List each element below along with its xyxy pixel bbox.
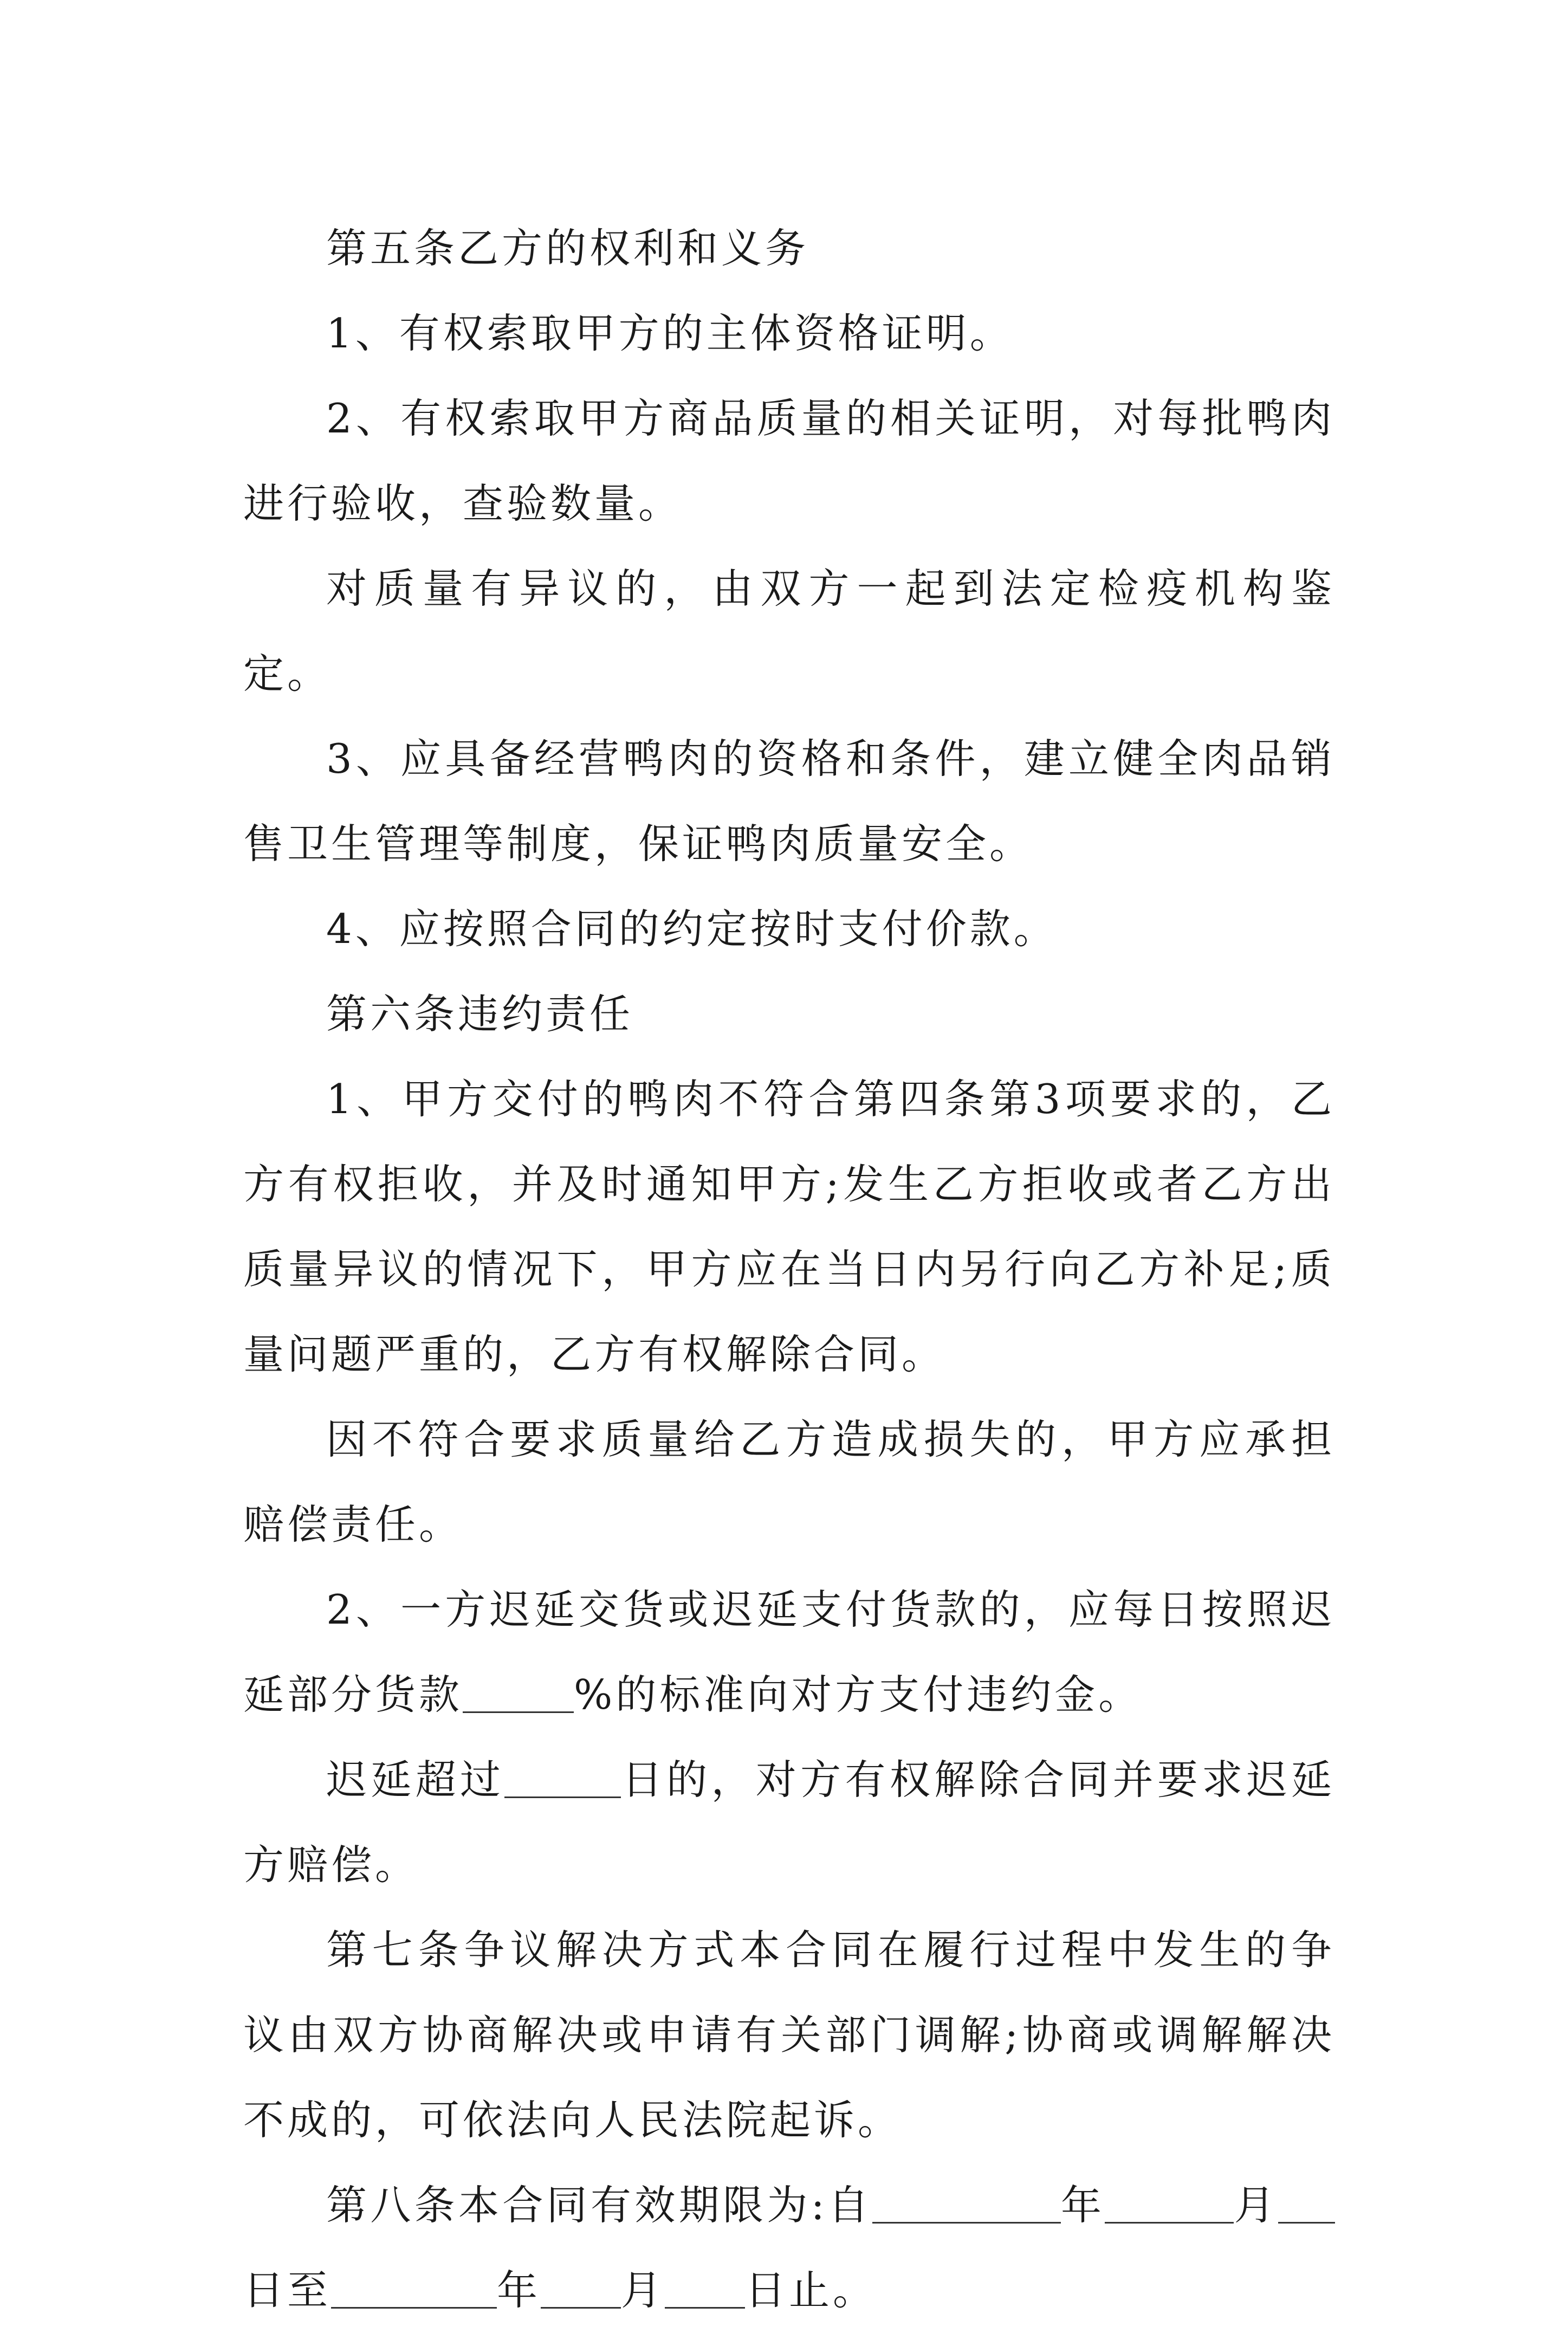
start-year-blank — [872, 2184, 1061, 2224]
start-month-label: 月 — [1234, 2181, 1278, 2229]
start-day-to-label: 日至 — [243, 2266, 332, 2314]
paragraph-late-limit — [243, 1737, 1335, 1908]
paragraph-quality-dispute: 对质量有异议的，由双方一起到法定检疫机构鉴定。 — [243, 565, 1335, 697]
paragraph-right-2: 2、有权索取甲方商品质量的相关证明，对每批鸭肉进行验收，查验数量。 — [243, 395, 1335, 527]
paragraph-right-3: 3、应具备经营鸭肉的资格和条件，建立健全肉品销售卫生管理等制度，保证鸭肉质量安全。 — [243, 735, 1335, 868]
section-seven-dispute: 第七条争议解决方式本合同在履行过程中发生的争议由双方协商解决或申请有关部门调解;协商或调解解决不成的，可依法向人民法院起诉。 — [243, 1926, 1335, 2144]
paragraph-compensation: 因不符合要求质量给乙方造成损失的，甲方应承担赔偿责任。 — [243, 1416, 1335, 1548]
section-five-heading: 第五条乙方的权利和义务 — [326, 224, 809, 272]
end-month-label: 月 — [621, 2266, 665, 2314]
end-year-label: 年 — [497, 2266, 541, 2314]
late-payment-text-after: %的标准向对方支付违约金。 — [574, 1671, 1143, 1718]
start-day-blank — [1278, 2184, 1335, 2224]
late-days-blank — [504, 1759, 621, 1798]
paragraph-breach-1: 1、甲方交付的鸭肉不符合第四条第3项要求的，乙方有权拒收，并及时通知甲方;发生乙方拒收或者乙方出质量异议的情况下，甲方应在当日内另行向乙方补足;质量问题严重的，乙方有权解除合同。 — [243, 1075, 1335, 1378]
end-year-blank — [331, 2269, 497, 2309]
late-payment-text-before: 2、一方迟延交货或迟延支付货款的，应每日按照迟延部分货款 — [243, 1586, 1335, 1718]
late-limit-text-before: 迟延超过 — [326, 1756, 505, 1804]
section-eight-validity — [243, 2163, 1335, 2333]
end-label: 日止。 — [745, 2266, 877, 2314]
paragraph-late-payment — [243, 1567, 1335, 1737]
validity-prefix: 第八条本合同有效期限为:自 — [326, 2181, 872, 2229]
penalty-rate-blank — [463, 1673, 574, 1713]
contract-text — [243, 206, 1335, 2333]
late-limit-text-after: 日的，对方有权解除合同并要求迟延方赔偿。 — [243, 1756, 1335, 1889]
end-day-blank — [665, 2269, 745, 2309]
paragraph-right-4: 4、应按照合同的约定按时支付价款。 — [326, 905, 1058, 953]
section-six-heading: 第六条违约责任 — [326, 990, 634, 1038]
end-month-blank — [541, 2269, 621, 2309]
start-year-label: 年 — [1060, 2181, 1105, 2229]
paragraph-right-1: 1、有权索取甲方的主体资格证明。 — [326, 309, 1014, 357]
start-month-blank — [1105, 2184, 1234, 2224]
